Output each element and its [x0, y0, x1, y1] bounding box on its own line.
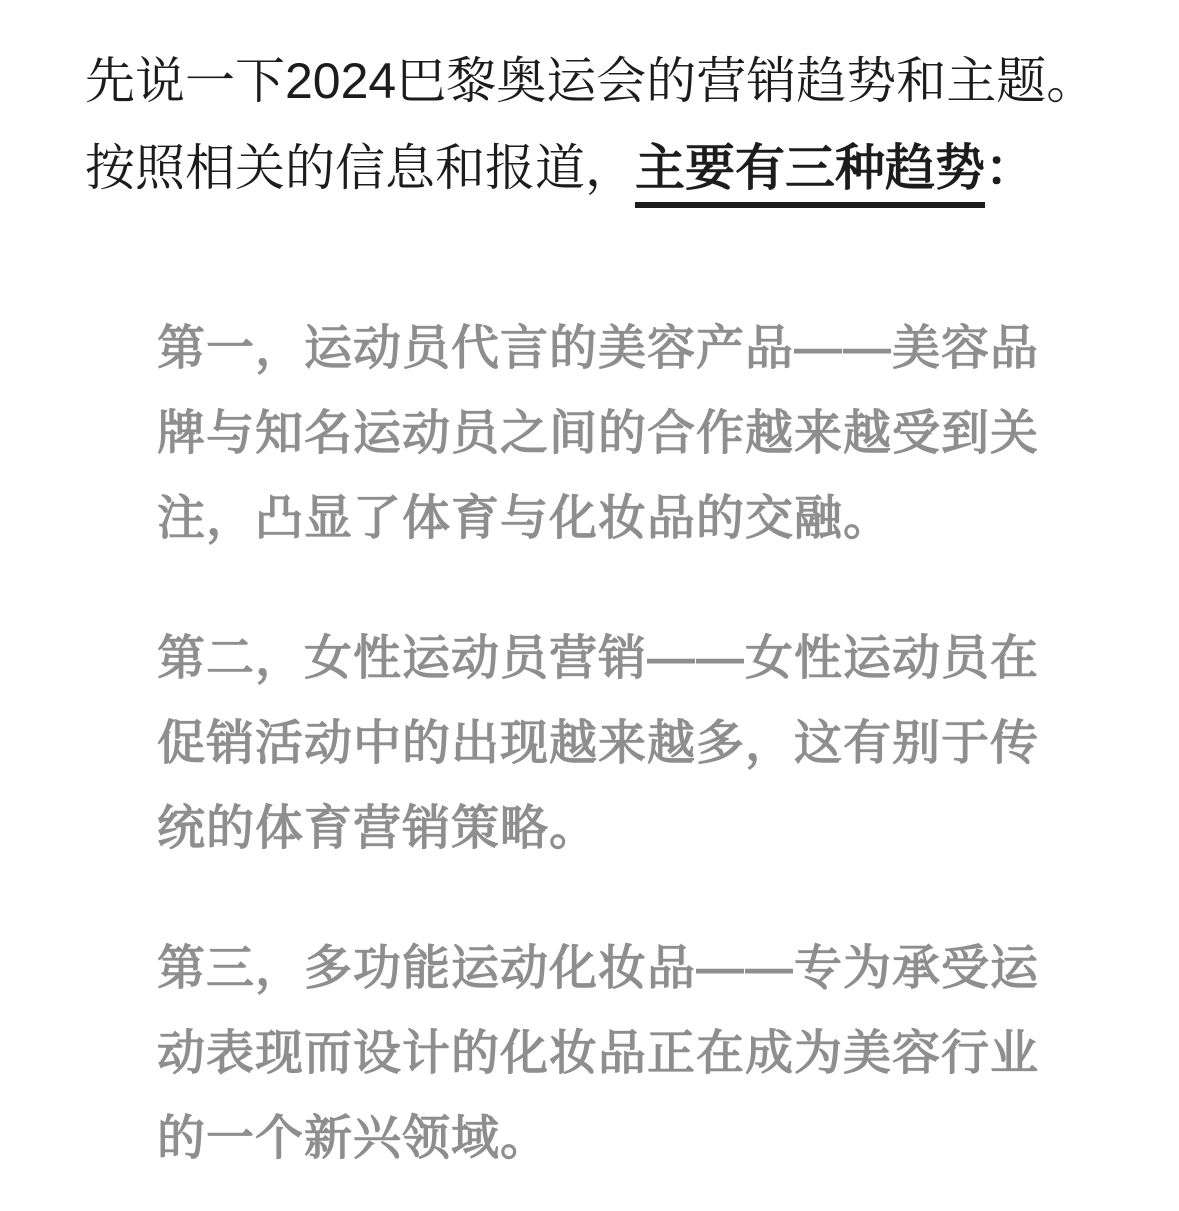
heading-line-2-prefix: 按照相关的信息和报道， — [85, 140, 635, 196]
trend-paragraph-2 — [157, 616, 1119, 871]
trend-paragraph-1 — [157, 306, 1119, 561]
heading-colon: ： — [985, 140, 1035, 196]
paragraph-line: 注，凸显了体育与化妆品的交融。 — [157, 492, 893, 545]
paragraph-line: 促销活动中的出现越来越多，这有别于传 — [157, 717, 1040, 770]
heading-line-2 — [85, 125, 1119, 212]
paragraph-line: 牌与知名运动员之间的合作越来越受到关 — [157, 407, 1040, 460]
paragraph-line: 第二，女性运动员营销——女性运动员在 — [157, 632, 1040, 685]
paragraph-line: 统的体育营销策略。 — [157, 802, 599, 855]
paragraph-line: 第一，运动员代言的美容产品——美容品 — [157, 322, 1040, 375]
trend-list — [157, 306, 1119, 1181]
intro-heading — [85, 38, 1119, 212]
paragraph-line: 第三，多功能运动化妆品——专为承受运 — [157, 942, 1040, 995]
heading-line-1: 先说一下2024巴黎奥运会的营销趋势和主题。 — [85, 53, 1097, 109]
paragraph-line: 动表现而设计的化妆品正在成为美容行业 — [157, 1027, 1040, 1080]
paragraph-line: 的一个新兴领域。 — [157, 1112, 550, 1165]
heading-emphasis-underlined: 主要有三种趋势 — [635, 140, 985, 208]
trend-paragraph-3 — [157, 926, 1119, 1181]
